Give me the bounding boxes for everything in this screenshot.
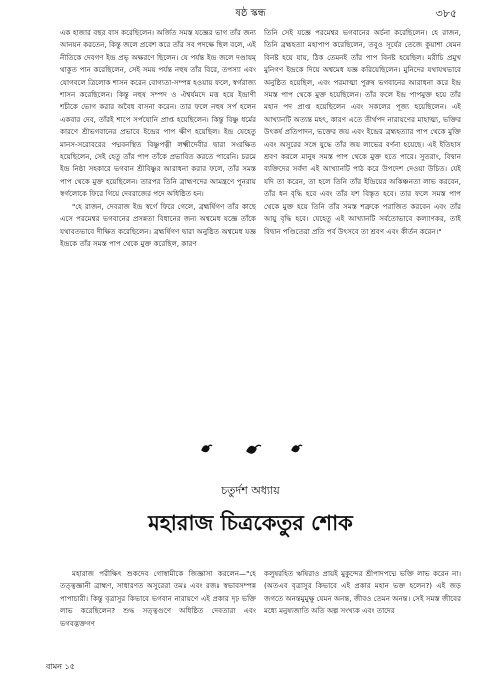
ornament-divider (198, 438, 308, 460)
running-head: ষষ্ঠ স্কন্ধ (235, 8, 266, 19)
chapter-title: মহারাজ চিত্রকেতুর শোক (148, 511, 353, 535)
page-header (0, 4, 501, 24)
paragraph: মহারাজ পরীক্ষিৎ শুকদেব গোস্বামীকে জিজ্ঞাসা করলেন—"হে তত্ত্বজ্ঞানী ব্রাহ্মণ, সাধারণত অসুরেরা তমঃ এবং রজঃ স্বভাবসম্পন্ন পাপাচারী। কিন্তু বৃত্রাসুর কিভাবে ভগবান নারায়ণে এই প্রকার দৃঢ় ভক্তি লাভ করেছিলেন? শুদ্ধ সত্ত্বগুণে অধিষ্ঠিত দেবতারা এবং ভগবদ্ভক্তগণ (60, 569, 256, 628)
text-column-left-chapter (60, 568, 256, 650)
text-column-right (264, 27, 461, 419)
ornament-mark-center (247, 445, 261, 453)
page-number: ৩৮৫ (435, 7, 457, 20)
signature-mark: বামন ১৫ (46, 662, 75, 671)
paragraph: কলুষরহিত ঋষিরাও প্রায়ই মুকুন্দের শ্রীপাদপদ্মে ভক্তি লাভ করেন না। (অতএব বৃত্রাসুর কিভাবে এই প্রকার মহান ভক্ত হলেন?) এই জড় জগতে অনন্তমুমুক্ষু যেমন অনন্ত, জীবও তেমন অনন্ত। সেই সমস্ত জীবের মধ্যে মনুষ্যজাতি অতি অল্প সংখ্যক এবং তাদের (264, 569, 461, 616)
text-column-left (60, 27, 256, 419)
paragraph: তিনি সেই যজ্ঞে পরমেশ্বর ভগবানের অর্চনা করেছিলেন। হে রাজন, তিনি ব্রহ্মহত্যা মহাপাপ করেছিলেন, তবুও সূর্যের তেজে কুয়াশা যেমন বিনষ্ট হয়ে যায়, ঠিক তেমনই তাঁর পাপ বিনষ্ট হয়েছিল। মরীচি প্রমুখ মুনিগণ ইন্দ্রকে দিয়ে অশ্বমেধ যজ্ঞ করিয়েছিলেন। মুনিদের যথাযথভাবে অনুষ্ঠিত হয়েছিল, এবং পরমাত্মা পুরুষ ভগবানের আরাধনা করে ইন্দ্র সমস্ত পাপ থেকে মুক্ত হয়েছিলেন। তাঁর ফলে ইন্দ্র পাপমুক্ত হয়ে তাঁর মহান পদ প্রাপ্ত হয়েছিলেন এবং সকলের পূজ্য হয়েছিলেন। এই আখ্যানটি অত্যন্ত মহৎ, কারণ এতে তীর্থপদ নারায়ণের মাহাত্ম্য, ভক্তির উৎকর্ষ প্রতিপাদন, ভক্তের জয় এবং ইন্দ্রের ব্রহ্মহত্যার পাপ থেকে মুক্তি এবং অসুরের সঙ্গে যুদ্ধে তাঁর জয় লাভের বর্ণনা হয়েছে। এই ইতিহাস শ্রবণ করলে মানুষ সমস্ত পাপ থেকে মুক্ত হতে পারে। সুতরাং, বিদ্বান ব্যক্তিদের সর্বদা এই আখ্যানটি পাঠ করে উপদেশ দেওয়া উচিত। যেই যদি তা করেন, তা হলে তিনি তাঁর ইন্দ্রিয়ের অকিঞ্চনতা লাভ করবেন, তাঁর ধন বৃদ্ধি হবে এবং তাঁর যশ বিস্তৃত হবে। তার ফলে সমস্ত পাপ থেকে মুক্ত হয়ে তিনি তাঁর সমস্ত শত্রুকে পরাজিত করবেন এবং তাঁর আয়ু বৃদ্ধি হবে। যেহেতু এই আখ্যানটি সর্বতোভাবে কল্যাণকর, তাই বিদ্বান পণ্ডিতেরা প্রতি পর্ব উৎসবে তা শ্রবণ এবং কীর্তন করেন।" (264, 28, 461, 236)
paragraph: এক হাজার বছর বাস করেছিলেন। অর্জিত সমস্ত যজ্ঞের ভাগ তাঁর জন্য আনয়ন করতেন, কিন্তু জলে প্রবেশ করে তাঁর সব পদক্ষে ছিল বলে, এই নীতিকে দেবগণ ইন্দ্র প্রভৃ অক্ষরণে ছিলেন। যে পর্যন্ত ইন্দ্র জলে দণ্ডায়ম্ থাকুত পান করেছিলেন, সেই সময় পর্যন্ত নহুষ তাঁর বিরে, তপস্যা এবং যোগবলে ত্রিলোক শাসন করেন বোগ্যতা-সম্পন্ন হওয়ায় ফলে, স্বর্গরাজ্য শাসন করেছিলেন। কিন্তু নহুষ সম্পদ ও ঐশ্বর্যমদে মত্ত হয়ে ইন্দ্রাণী শচীকে ভোগ করার অবৈধ বাসনা করেন। তার ফলে নহুষ সর্প হলেন একবার দেব, তাঁরই শাপে সর্পযোনি প্রাপ্ত হয়েছিলেন। কিন্তু বিষ্ণু ধর্মের কারণে শ্রীভগবানের প্রভাবে ইন্দ্রের পাপ ক্ষীণ হয়েছিল। ইন্দ্র যেহেতু মানস-সরোবরের পদ্মবনস্থিত বিষ্ণুপত্নী লক্ষ্মীদেবীর দ্বারা সংরক্ষিত হয়েছিলেন, সেই হেতু তাঁর পাপ তাঁকে প্রভাবিত করতে পারেনি। চরমে ইন্দ্র নিষ্ঠা সহকারে ভগবান শ্রীবিষ্ণুর আরাধনা করার ফলে, তাঁর সমস্ত পাপ থেকে মুক্ত হয়েছিলেন। তারপর তিনি ব্রাহ্মণদের আমন্ত্রণে পুনরায় স্বর্গলোকে ফিরে গিয়ে দেবরাজের পদে অধিষ্ঠিত হন। (60, 28, 256, 199)
paragraph: "হে রাজন, দেবরাজ ইন্দ্র স্বর্গে ফিরে গেলে, ব্রহ্মর্ষিগণ তাঁর কাছে এসে পরমেশ্বর ভগবানের প্রসন্নতা বিধানের জন্য অশ্বমেধ যজ্ঞে তাঁকে যথাবতভাবে দীক্ষিত করেছিলেন। ব্রহ্মর্ষিগণ দ্বারা অনুষ্ঠিত অশ্বমেধ যজ্ঞ ইন্দ্রকে তাঁর সমস্ত পাপ থেকে মুক্ত করেছিল, কারণ (60, 201, 256, 248)
ornament-mark-right (292, 445, 302, 451)
ornament-mark-left (202, 445, 212, 451)
chapter-number: চতুর্দশ অধ্যায় (221, 484, 280, 497)
text-column-right-chapter (264, 568, 461, 650)
